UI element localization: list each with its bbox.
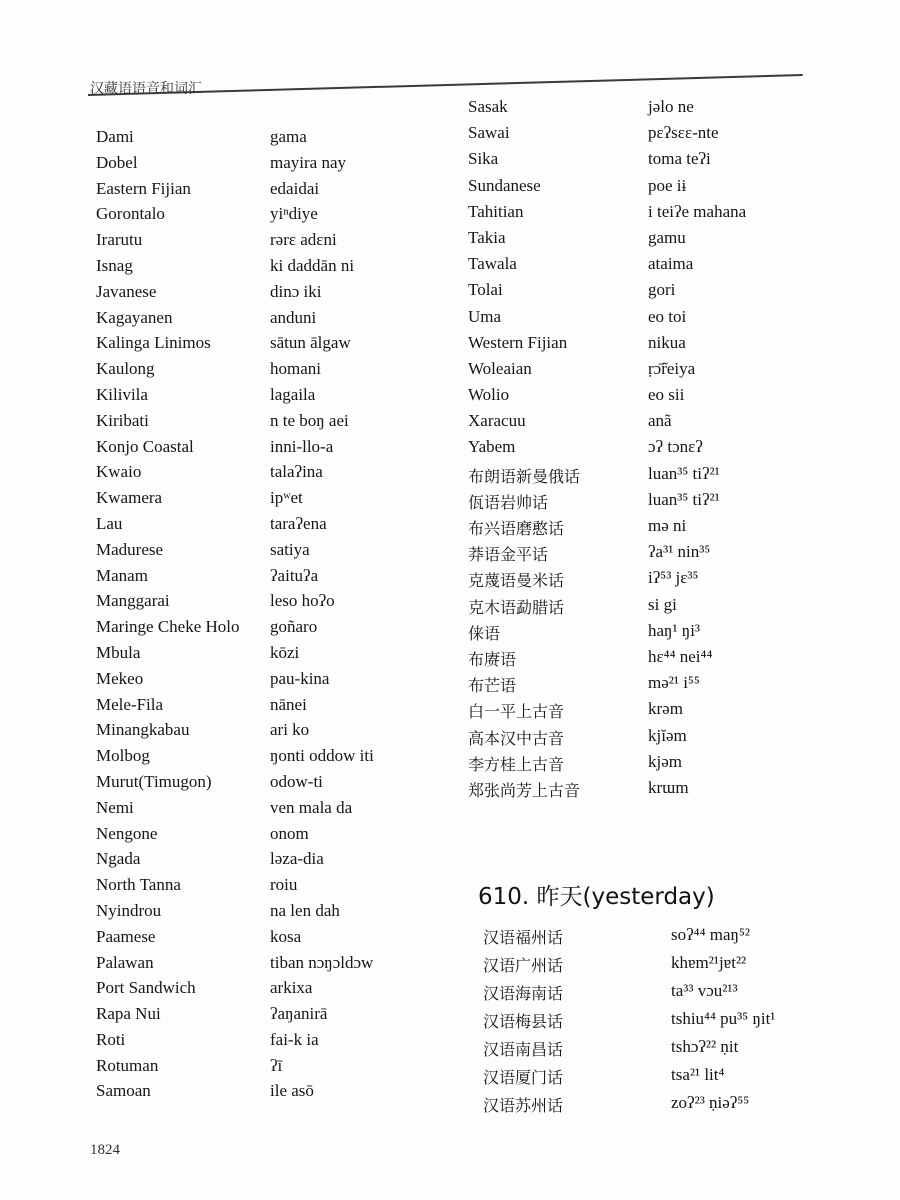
word-form: ʔī (270, 1055, 283, 1075)
entry-row (96, 824, 450, 850)
word-form: ile asō (270, 1081, 314, 1101)
word-form: ki daddān ni (270, 255, 355, 275)
language-name: Sasak (468, 97, 508, 116)
section-entries (483, 925, 871, 1121)
language-name: Kwaio (96, 462, 142, 482)
entry-row (96, 1081, 450, 1107)
language-name: Mbula (96, 642, 141, 662)
entry-row (483, 1093, 871, 1121)
word-form: inni-llo-a (270, 436, 334, 456)
language-name: Xaracuu (468, 411, 526, 431)
entry-row (468, 490, 848, 516)
entry-row (483, 925, 871, 953)
language-name: 郑张尚芳上古音 (468, 780, 581, 800)
language-name: Palawan (96, 952, 154, 972)
entry-row (96, 798, 450, 824)
language-name: Port Sandwich (96, 978, 196, 998)
language-name: Dobel (96, 152, 138, 172)
entry-row (96, 385, 450, 411)
word-form: i teiʔe mahana (648, 201, 747, 221)
word-form: krəm (648, 699, 683, 719)
language-name: Rapa Nui (96, 1004, 161, 1024)
word-form: kosa (270, 926, 302, 946)
language-name: Konjo Coastal (96, 436, 194, 456)
entry-row (483, 1009, 871, 1037)
language-name: Mele-Fila (96, 694, 164, 714)
language-name: 布芒语 (468, 676, 517, 696)
word-form: lagaila (270, 384, 316, 404)
page-number: 1824 (90, 1142, 120, 1158)
entry-row (96, 772, 450, 798)
entry-row (96, 204, 450, 230)
entry-row (96, 927, 450, 953)
word-form: ipʷet (270, 488, 303, 508)
language-name: Javanese (96, 281, 157, 301)
language-name: Mekeo (96, 668, 144, 688)
language-name: 克木语勐腊话 (468, 597, 565, 617)
language-name: 汉语苏州话 (483, 1096, 564, 1115)
word-form: pɛʔsɛɛ-nte (648, 123, 719, 143)
language-name: Kilivila (96, 384, 148, 404)
word-form: gama (270, 127, 307, 146)
entry-row (96, 901, 450, 927)
entry-row (96, 849, 450, 875)
word-form: nikua (648, 332, 686, 352)
language-name: Tahitian (468, 201, 524, 221)
entry-row (96, 230, 450, 256)
entry-row (96, 669, 450, 695)
word-form: nānei (270, 694, 307, 714)
language-name: Manggarai (96, 591, 170, 611)
word-form: na len dah (270, 900, 340, 920)
entry-row (468, 359, 848, 385)
word-form: luan³⁵ tiʔ²¹ (648, 489, 720, 509)
word-form: roiu (270, 875, 298, 895)
language-name: Minangkabau (96, 720, 190, 740)
entry-row (468, 516, 848, 542)
word-form: eo sii (648, 385, 685, 405)
entry-row (96, 153, 450, 179)
entry-row (468, 595, 848, 621)
language-name: 布朗语新曼俄话 (468, 466, 581, 486)
word-form: si gi (648, 594, 677, 614)
word-form: anã (648, 411, 672, 431)
word-form: goñaro (270, 617, 318, 637)
language-name: Nyindrou (96, 900, 162, 920)
entry-row (96, 308, 450, 334)
word-form: sātun ālgaw (270, 333, 351, 353)
language-name: 佤语岩帅话 (468, 492, 549, 512)
language-name: Murut(Timugon) (96, 771, 212, 791)
entry-row (468, 621, 848, 647)
entry-row (468, 726, 848, 752)
language-name: Gorontalo (96, 204, 165, 224)
word-form: ləza-dia (270, 849, 324, 869)
entry-row (468, 254, 848, 280)
entry-row (96, 643, 450, 669)
word-form: ʔaituʔa (270, 565, 319, 585)
word-form: arkixa (270, 978, 313, 998)
word-form: n te boŋ aei (270, 410, 349, 430)
entry-row (468, 437, 848, 463)
entry-row (96, 875, 450, 901)
entry-row (468, 176, 848, 202)
language-name: Sawai (468, 123, 510, 143)
language-name: Kaulong (96, 359, 155, 379)
language-name: Dami (96, 127, 134, 146)
word-form: jəlo ne (648, 97, 694, 116)
word-form: hɛ⁴⁴ nei⁴⁴ (648, 646, 713, 666)
language-name: 汉语福州话 (483, 928, 564, 947)
word-form: tshiu⁴⁴ pu³⁵ ŋit¹ (671, 1009, 776, 1028)
word-form: anduni (270, 307, 317, 327)
entry-row (468, 149, 848, 175)
word-form: rərɛ adɛni (270, 230, 337, 250)
entry-row (468, 385, 848, 411)
word-form: zoʔ²³ ṇiəʔ⁵⁵ (671, 1093, 750, 1112)
language-name: Nengone (96, 823, 158, 843)
entry-row (468, 333, 848, 359)
word-form: tshɔʔ²² ṇit (671, 1037, 739, 1056)
entry-row (468, 280, 848, 306)
language-name: Takia (468, 227, 506, 247)
language-name: Isnag (96, 255, 133, 275)
entry-row (96, 514, 450, 540)
word-form: ɔʔ tɔnɛʔ (648, 437, 703, 457)
language-name: Kalinga Linimos (96, 333, 211, 353)
language-name: Roti (96, 1029, 126, 1049)
word-form: dinɔ iki (270, 281, 322, 301)
language-name: 俫语 (468, 623, 501, 643)
language-name: Ngada (96, 849, 141, 869)
entry-row (96, 566, 450, 592)
word-form: edaidai (270, 178, 320, 198)
language-name: Yabem (468, 437, 516, 457)
word-form: ta³³ vɔu²¹³ (671, 981, 738, 1000)
entry-row (96, 953, 450, 979)
language-name: Woleaian (468, 358, 532, 378)
language-name: Samoan (96, 1081, 151, 1101)
language-name: Sundanese (468, 175, 541, 195)
entry-row (96, 1030, 450, 1056)
language-name: Lau (96, 513, 123, 533)
entry-row (96, 359, 450, 385)
language-name: Irarutu (96, 230, 143, 250)
entry-row (96, 437, 450, 463)
word-form: iʔ⁵³ jɛ³⁵ (648, 568, 699, 588)
entry-row (468, 673, 848, 699)
entry-row (483, 1065, 871, 1093)
entry-row (96, 540, 450, 566)
entry-row (483, 1037, 871, 1065)
entry-row (468, 123, 848, 149)
entry-row (468, 647, 848, 673)
entry-row (96, 127, 450, 153)
left-column-entries (96, 127, 450, 1107)
entry-row (468, 778, 848, 804)
language-name: Kwamera (96, 488, 163, 508)
word-form: toma teʔi (648, 149, 711, 169)
entry-row (96, 1056, 450, 1082)
entry-row (96, 746, 450, 772)
entry-row (483, 981, 871, 1009)
word-form: haŋ¹ ŋi³ (648, 620, 701, 640)
word-form: mə²¹ i⁵⁵ (648, 673, 700, 693)
language-name: 莽语金平话 (468, 545, 549, 565)
word-form: homani (270, 359, 321, 379)
word-form: ŋonti oddow iti (270, 746, 374, 766)
word-form: gori (648, 280, 676, 300)
language-name: Molbog (96, 746, 150, 766)
word-form: taraʔena (270, 513, 327, 533)
section-title: 610. 昨天(yesterday) (478, 884, 715, 910)
language-name: Kiribati (96, 410, 149, 430)
entry-row (96, 411, 450, 437)
entry-row (96, 1004, 450, 1030)
language-name: Madurese (96, 539, 164, 559)
word-form: onom (270, 823, 309, 843)
language-name: Nemi (96, 797, 134, 817)
language-name: Maringe Cheke Holo (96, 617, 240, 637)
entry-row (96, 591, 450, 617)
word-form: ṛɔ̄r̃eiya (648, 358, 696, 378)
language-name: Tolai (468, 280, 503, 300)
entry-row (468, 752, 848, 778)
language-name: North Tanna (96, 875, 181, 895)
language-name: 汉语南昌话 (483, 1040, 564, 1059)
entry-row (468, 97, 848, 123)
language-name: Western Fijian (468, 332, 568, 352)
language-name: Uma (468, 306, 502, 326)
entry-row (96, 720, 450, 746)
word-form: luan³⁵ tiʔ²¹ (648, 463, 720, 483)
entry-row (96, 617, 450, 643)
language-name: 李方桂上古音 (468, 754, 565, 774)
entry-row (468, 307, 848, 333)
language-name: Manam (96, 565, 148, 585)
word-form: eo toi (648, 306, 687, 326)
language-name: 汉语广州话 (483, 956, 564, 975)
word-form: ari ko (270, 720, 310, 740)
entry-row (96, 488, 450, 514)
entry-row (96, 978, 450, 1004)
word-form: kjĭəm (648, 725, 687, 745)
entry-row (468, 411, 848, 437)
entry-row (96, 256, 450, 282)
entry-row (468, 699, 848, 725)
word-form: tsa²¹ lit⁴ (671, 1065, 725, 1084)
word-form: kōzi (270, 642, 300, 662)
language-name: 汉语海南话 (483, 984, 564, 1003)
language-name: 高本汉中古音 (468, 728, 565, 748)
word-form: soʔ⁴⁴ maŋ⁵² (671, 925, 750, 944)
language-name: 布兴语磨憨话 (468, 519, 565, 538)
language-name: Kagayanen (96, 307, 173, 327)
word-form: gamu (648, 227, 686, 247)
word-form: ven mala da (270, 797, 353, 817)
language-name: 布赓语 (468, 649, 517, 669)
word-form: khɐm²¹jɐt²² (671, 953, 747, 972)
word-form: poe iɨ (648, 175, 687, 195)
language-name: Wolio (468, 385, 510, 405)
word-form: kjəm (648, 751, 682, 771)
word-form: krɯm (648, 777, 689, 797)
language-name: Paamese (96, 926, 156, 946)
right-column-entries (468, 97, 848, 804)
word-form: ataima (648, 254, 694, 274)
language-name: Sika (468, 149, 499, 169)
entry-row (468, 464, 848, 490)
language-name: 汉语厦门话 (483, 1068, 564, 1087)
word-form: leso hoʔo (270, 591, 335, 611)
language-name: Rotuman (96, 1055, 159, 1075)
word-form: ʔa³¹ nin³⁵ (648, 542, 711, 562)
word-form: mayira nay (270, 152, 346, 172)
word-form: mə ni (648, 516, 687, 535)
entry-row (96, 179, 450, 205)
entry-row (96, 333, 450, 359)
word-form: yiⁿdiye (270, 204, 318, 224)
word-form: satiya (270, 539, 310, 559)
language-name: 克蔑语曼米话 (468, 571, 565, 591)
entry-row (483, 953, 871, 981)
word-form: fai-k ia (270, 1029, 319, 1049)
running-header-title: 汉藏语语音和词汇 (90, 81, 202, 97)
entry-row (96, 282, 450, 308)
word-form: odow-ti (270, 771, 323, 791)
word-form: talaʔina (270, 462, 323, 482)
language-name: Eastern Fijian (96, 178, 191, 198)
entry-row (468, 568, 848, 594)
language-name: Tawala (468, 254, 517, 274)
entry-row (96, 695, 450, 721)
entry-row (468, 202, 848, 228)
language-name: 汉语梅县话 (483, 1012, 564, 1031)
word-form: ʔaŋanirā (270, 1004, 328, 1024)
word-form: tiban nɔŋɔldɔw (270, 952, 374, 972)
entry-row (468, 228, 848, 254)
language-name: 白一平上古音 (468, 702, 565, 722)
entry-row (468, 542, 848, 568)
word-form: pau-kina (270, 668, 330, 688)
entry-row (96, 462, 450, 488)
